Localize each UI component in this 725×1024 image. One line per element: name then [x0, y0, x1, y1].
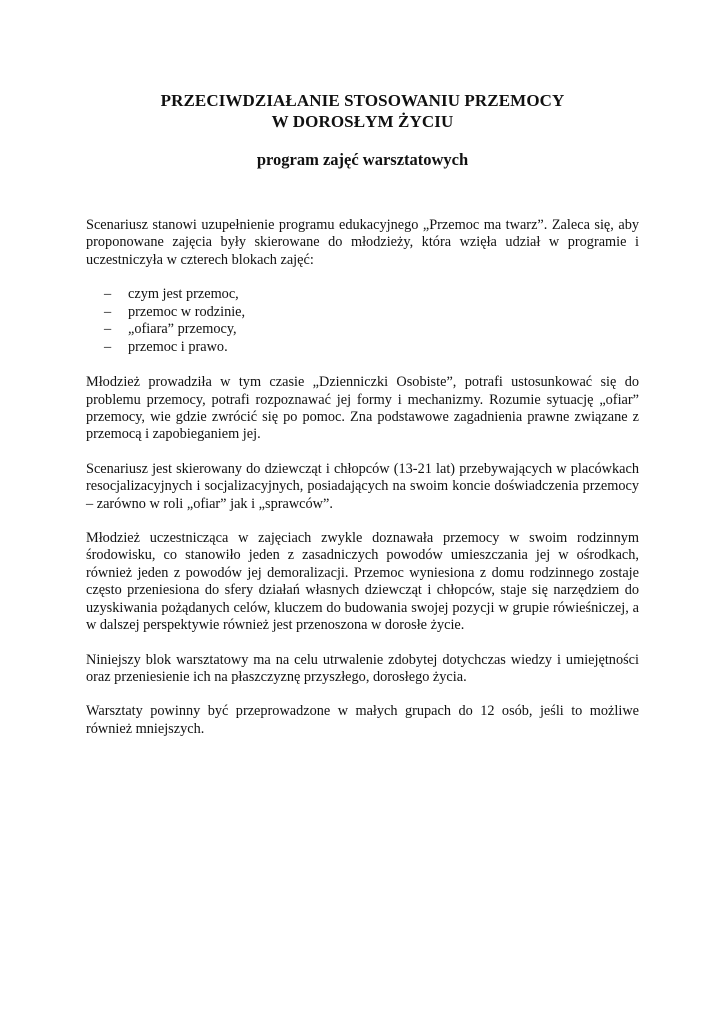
dash-bullet-icon: –	[104, 286, 112, 303]
body-paragraph: Młodzież uczestnicząca w zajęciach zwykle doznawała przemocy w swoim rodzinnym środowisku, co stanowiło jeden z zasadniczych powodów umieszczania jej w ośrodkach, również jeden z powodów jej demoralizacji. Przemoc wyniesiona z domu rodzinnego zostaje często przeniesiona do sfery działań własnych dziewcząt i chłopców, staje się narzędziem do uzyskiwania pożądanych celów, kluczem do budowania swojej pozycji w grupie rówieśniczej, a w dalszej perspektywie również jest przenoszona w dorosłe życie.	[86, 530, 639, 634]
body-paragraph: Warsztaty powinny być przeprowadzone w małych grupach do 12 osób, jeśli to możliwe również mniejszych.	[86, 703, 639, 737]
list-item-text: „ofiara” przemocy,	[128, 321, 237, 338]
list-item-text: przemoc w rodzinie,	[128, 303, 246, 320]
list-item	[86, 339, 639, 357]
document-title-line-2: W DOROSŁYM ŻYCIU	[271, 112, 454, 131]
topic-list	[86, 286, 639, 356]
body-paragraph: Niniejszy blok warsztatowy ma na celu utrwalenie zdobytej dotychczas wiedzy i umiejętności oraz przeniesienie ich na płaszczyznę przyszłego, dorosłego życia.	[86, 651, 639, 685]
dash-bullet-icon: –	[104, 338, 112, 355]
list-item	[86, 286, 639, 304]
dash-bullet-icon: –	[104, 303, 112, 320]
list-item	[86, 304, 639, 322]
list-item-text: czym jest przemoc,	[128, 286, 239, 303]
document-subtitle: program zajęć warsztatowych	[256, 150, 469, 169]
document-body	[86, 217, 639, 755]
title-block	[86, 90, 639, 170]
list-item	[86, 321, 639, 339]
body-paragraph: Młodzież prowadziła w tym czasie „Dzienniczki Osobiste”, potrafi ustosunkować się do problemu przemocy, potrafi rozpoznawać jej formy i mechanizmy. Rozumie sytuację „ofiar” przemocy, wie gdzie zwrócić się po pomoc. Zna podstawowe zagadnienia prawne związane z przemocą i zapobieganiem jej.	[86, 374, 639, 443]
list-item-text: przemoc i prawo.	[128, 338, 228, 355]
body-paragraph: Scenariusz jest skierowany do dziewcząt i chłopców (13-21 lat) przebywających w placówkach resocjalizacyjnych i socjalizacyjnych, posiadających na swoim koncie doświadczenia przemocy – zarówno w roli „ofiar” jak i „sprawców”.	[86, 460, 639, 512]
intro-paragraph: Scenariusz stanowi uzupełnienie programu edukacyjnego „Przemoc ma twarz”. Zaleca się, aby proponowane zajęcia były skierowane do młodzieży, która wzięła udział w programie i uczestniczyła w czterech blokach zajęć:	[86, 217, 639, 268]
dash-bullet-icon: –	[104, 321, 112, 338]
document-title-line-1: PRZECIWDZIAŁANIE STOSOWANIU PRZEMOCY	[160, 91, 565, 110]
